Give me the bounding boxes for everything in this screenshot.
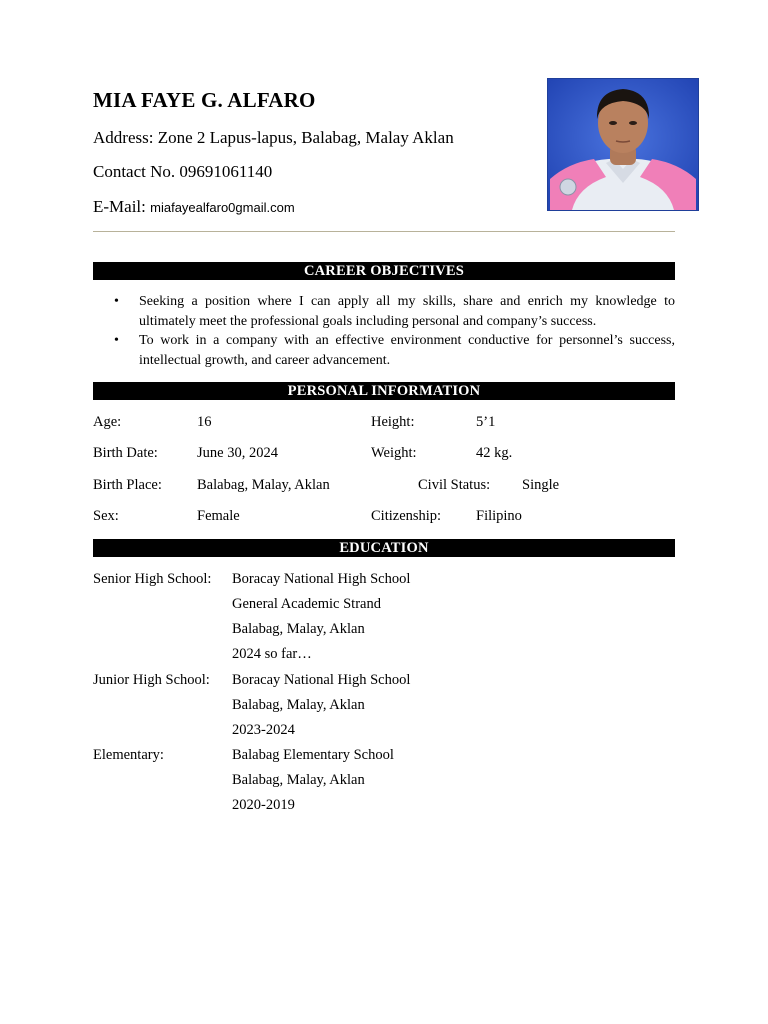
height-label: Height: xyxy=(371,414,415,430)
bullet-icon: • xyxy=(114,294,119,309)
birth-place-label: Birth Place: xyxy=(93,477,162,493)
birth-date-label: Birth Date: xyxy=(93,445,158,461)
elementary-address: Balabag, Malay, Aklan xyxy=(232,772,365,788)
elementary-label: Elementary: xyxy=(93,747,164,763)
junior-high-address: Balabag, Malay, Aklan xyxy=(232,697,365,713)
elementary-school: Balabag Elementary School xyxy=(232,747,394,763)
senior-high-strand: General Academic Strand xyxy=(232,596,381,612)
citizenship-label: Citizenship: xyxy=(371,508,442,524)
height-value: 5’1 xyxy=(476,414,496,430)
junior-high-school: Boracay National High School xyxy=(232,672,411,688)
sex-value: Female xyxy=(197,508,240,524)
objective-text: Seeking a position where I can apply all my skills, share and enrich my knowledge to ultimately meet the professional goals including personal and company’s success. xyxy=(139,294,675,329)
contact-line: Contact No. 09691061140 xyxy=(93,162,273,181)
civil-status-label: Civil Status: xyxy=(418,477,491,493)
age-value: 16 xyxy=(197,414,212,430)
personal-information-heading: PERSONAL INFORMATION xyxy=(93,382,675,400)
age-label: Age: xyxy=(93,414,122,430)
address-line: Address: Zone 2 Lapus-lapus, Balabag, Malay Aklan xyxy=(93,128,454,147)
bullet-icon: • xyxy=(114,333,119,348)
portrait-photo-icon xyxy=(548,79,698,210)
header-divider xyxy=(93,231,675,232)
birth-place-value: Balabag, Malay, Aklan xyxy=(197,477,330,493)
career-objectives-heading: CAREER OBJECTIVES xyxy=(93,262,675,280)
senior-high-label: Senior High School: xyxy=(93,571,212,587)
birth-date-value: June 30, 2024 xyxy=(197,445,278,461)
email-value: miafayealfaro0gmail.com xyxy=(150,200,295,215)
weight-label: Weight: xyxy=(371,445,417,461)
senior-high-year: 2024 so far… xyxy=(232,646,312,662)
sex-label: Sex: xyxy=(93,508,119,524)
elementary-year: 2020-2019 xyxy=(232,797,295,813)
portrait-photo xyxy=(547,78,699,211)
education-heading: EDUCATION xyxy=(93,539,675,557)
email-line xyxy=(93,197,295,217)
weight-value: 42 kg. xyxy=(476,445,513,461)
list-item xyxy=(93,331,675,370)
objective-text: To work in a company with an effective environment conductive for personnel’s success, intellectual growth, and career advancement. xyxy=(139,333,675,368)
list-item xyxy=(93,292,675,331)
applicant-name: MIA FAYE G. ALFARO xyxy=(93,88,316,112)
junior-high-year: 2023-2024 xyxy=(232,722,295,738)
senior-high-school: Boracay National High School xyxy=(232,571,411,587)
career-objectives-list xyxy=(93,292,675,370)
junior-high-label: Junior High School: xyxy=(93,672,210,688)
civil-status-value: Single xyxy=(522,477,560,493)
email-label: E-Mail: xyxy=(93,197,146,216)
senior-high-address: Balabag, Malay, Aklan xyxy=(232,621,365,637)
citizenship-value: Filipino xyxy=(476,508,522,524)
